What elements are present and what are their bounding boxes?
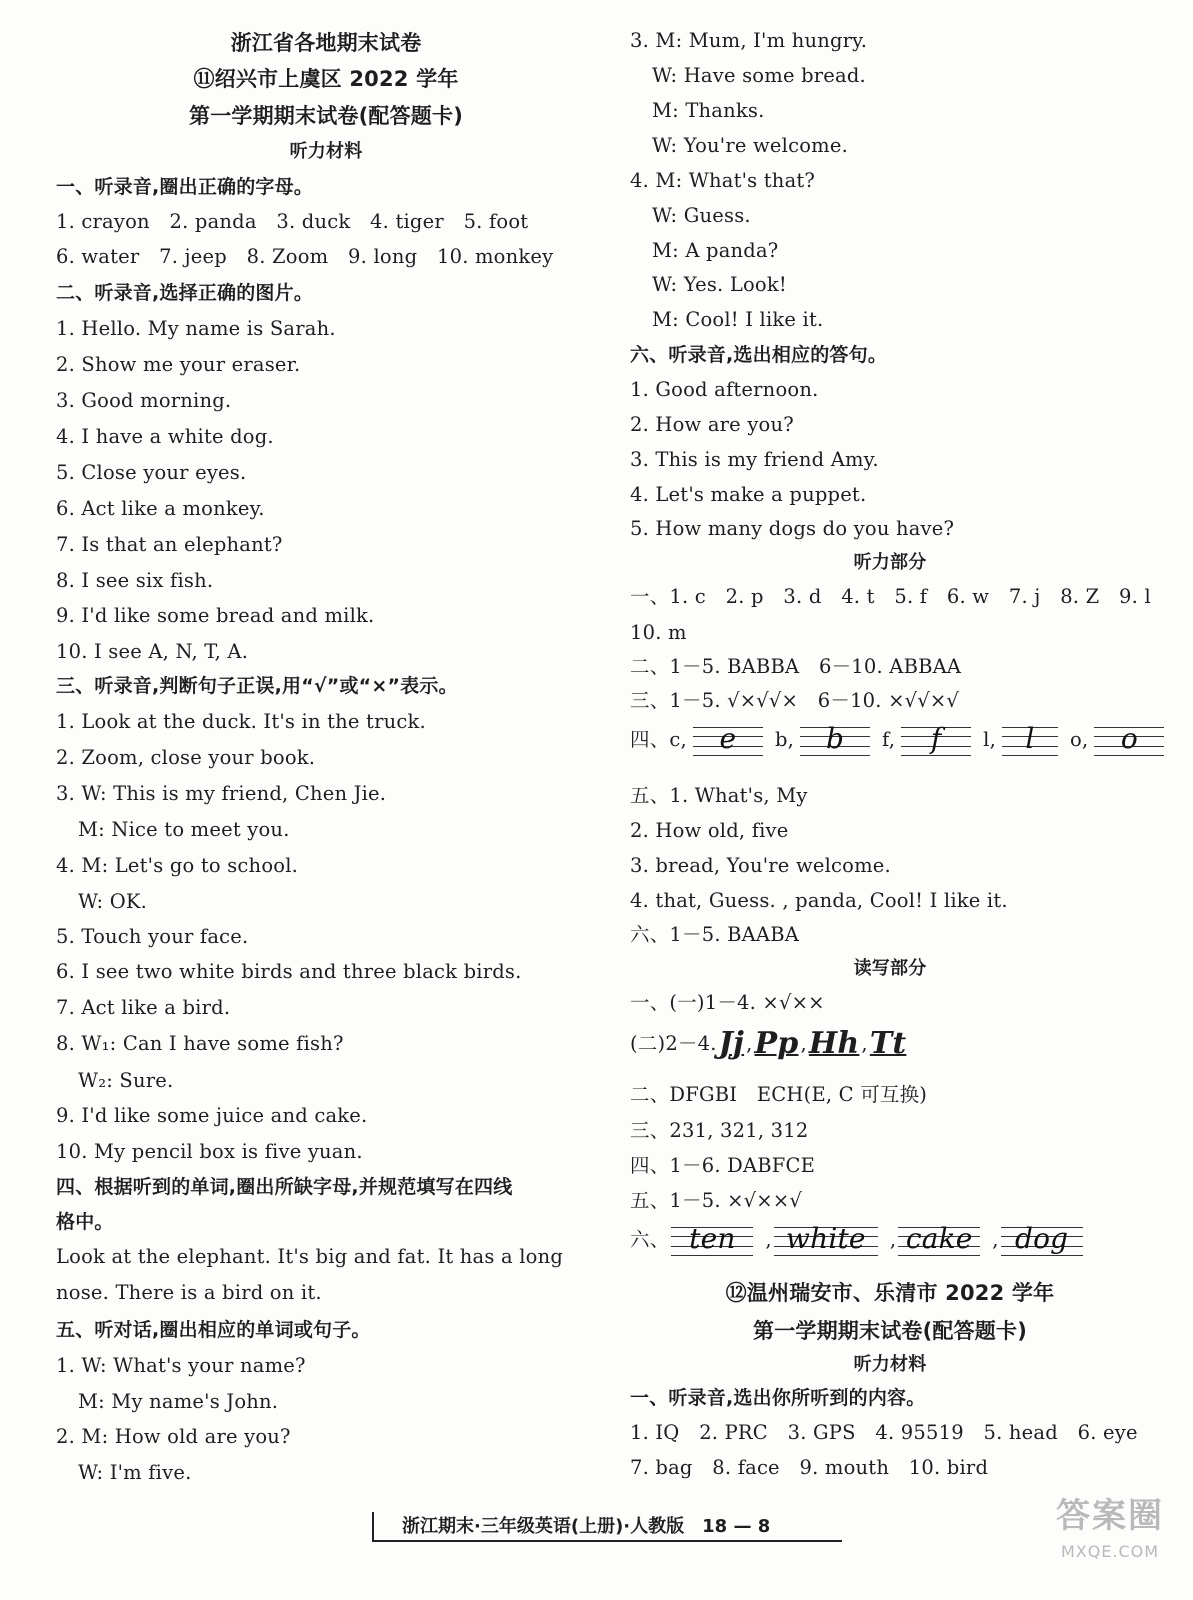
part3-heading: 三、听录音,判断句子正误,用“√”或“×”表示。: [56, 675, 458, 697]
list-item: 8. I see six fish.: [56, 569, 214, 592]
list-item: 2. Show me your eraser.: [56, 353, 301, 376]
exam-subtitle: 第一学期期末试卷(配答题卡): [189, 104, 463, 128]
part2-heading: 二、听录音,选择正确的图片。: [56, 282, 314, 304]
answer-line: 三、231, 321, 312: [630, 1119, 809, 1142]
next-part1-heading: 一、听录音,选出你所听到的内容。: [630, 1387, 926, 1409]
next-part1-row1: 1. IQ 2. PRC 3. GPS 4. 95519 5. head 6. eye: [630, 1421, 1138, 1444]
list-item: 9. I'd like some bread and milk.: [56, 604, 375, 627]
next-exam-title: ⑫温州瑞安市、乐清市 2022 学年: [725, 1281, 1055, 1305]
answer-line: 2. How old, five: [630, 819, 789, 842]
answer-line: 4. that, Guess. , panda, Cool! I like it.: [630, 889, 1008, 912]
list-item: 1. Look at the duck. It's in the truck.: [56, 710, 426, 733]
listening-material-label: 听力材料: [289, 141, 363, 162]
list-item: 6. Act like a monkey.: [56, 497, 265, 520]
handwritten-word: white: [785, 1222, 866, 1255]
handwritten-letter: o: [1120, 722, 1138, 755]
list-item: 4. Let's make a puppet.: [630, 483, 867, 506]
letter-label: b,: [774, 728, 795, 751]
list-item: 9. I'd like some juice and cake.: [56, 1104, 368, 1127]
list-item: 2. Zoom, close your book.: [56, 746, 316, 769]
handwritten-word: cake: [905, 1222, 973, 1255]
list-item: 4. I have a white dog.: [56, 425, 274, 448]
list-item: 4. M: What's that?: [630, 169, 816, 192]
list-item: 5. Touch your face.: [56, 925, 249, 948]
part4-heading-cont: 格中。: [56, 1211, 114, 1233]
watermark-logo: [1050, 1490, 1170, 1585]
list-item: 2. M: How old are you?: [56, 1425, 291, 1448]
four-line-grid: [901, 723, 971, 757]
list-item: W: You're welcome.: [652, 134, 848, 157]
four-line-grid: [671, 1223, 753, 1257]
next-exam-subtitle: 第一学期期末试卷(配答题卡): [753, 1319, 1027, 1343]
next-listening-material-label: 听力材料: [853, 1354, 927, 1375]
handwritten-word: dog: [1014, 1222, 1069, 1255]
list-item: 1. Hello. My name is Sarah.: [56, 317, 336, 340]
handwritten-letter-pair: Hh: [808, 1026, 860, 1061]
part1-row1: 1. crayon 2. panda 3. duck 4. tiger 5. foot: [56, 210, 529, 233]
four-line-grid: [898, 1223, 980, 1257]
four-line-grid: [800, 723, 870, 757]
answer-line: 二、DFGBI ECH(E, C 可互换): [630, 1083, 928, 1106]
part6-heading: 六、听录音,选出相应的答句。: [630, 344, 888, 366]
answer-line: 五、1. What's, My: [630, 784, 808, 807]
answer-line: 一、1. c 2. p 3. d 4. t 5. f 6. w 7. j 8. Z 9. l: [630, 585, 1151, 608]
answer-line: 一、(一)1－4. ×√××: [630, 991, 825, 1014]
list-item: 1. W: What's your name?: [56, 1354, 306, 1377]
list-item: 3. Good morning.: [56, 389, 232, 412]
answer-prefix: (二)2－4.: [630, 1032, 717, 1055]
answer-line: 三、1－5. √×√√× 6－10. ×√√×√: [630, 689, 960, 712]
part5-heading: 五、听对话,圈出相应的单词或句子。: [56, 1319, 371, 1341]
answer-line: 五、1－5. ×√××√: [630, 1189, 802, 1212]
reading-writing-answers-title: 读写部分: [853, 958, 927, 979]
answer-line: 六、1－5. BAABA: [630, 923, 800, 946]
list-item: 3. This is my friend Amy.: [630, 448, 879, 471]
handwritten-letter-pair: Tt: [869, 1026, 907, 1061]
handwritten-letter-pair: Jj: [718, 1026, 745, 1061]
list-item: 10. My pencil box is five yuan.: [56, 1140, 363, 1163]
list-item: 7. Act like a bird.: [56, 996, 231, 1019]
letter-label: f,: [882, 728, 896, 751]
list-item: 6. I see two white birds and three black birds.: [56, 960, 522, 983]
list-item: 3. W: This is my friend, Chen Jie.: [56, 782, 387, 805]
four-line-grid: [1094, 723, 1164, 757]
part4-heading: 四、根据听到的单词,圈出所缺字母,并规范填写在四线: [56, 1176, 513, 1198]
list-item: 7. Is that an elephant?: [56, 533, 283, 556]
list-item: 1. Good afternoon.: [630, 378, 819, 401]
four-line-grid: [693, 723, 763, 757]
list-item: W: Yes. Look!: [652, 273, 787, 296]
next-part1-row2: 7. bag 8. face 9. mouth 10. bird: [630, 1456, 989, 1479]
answer-line: 3. bread, You're welcome.: [630, 854, 891, 877]
list-item: 10. I see A, N, T, A.: [56, 640, 249, 663]
list-item: M: Thanks.: [652, 99, 765, 122]
four-line-answer-row: [630, 722, 1176, 758]
list-item: 5. Close your eyes.: [56, 461, 247, 484]
handwritten-letter: f: [930, 722, 942, 755]
part4-passage-cont: nose. There is a bird on it.: [56, 1281, 322, 1304]
handwritten-pairs-row: (二)2－4. Jj , Pp , Hh , Tt: [630, 1024, 908, 1064]
handwritten-word: ten: [689, 1222, 736, 1255]
four-line-grid: [774, 1223, 878, 1257]
answer-prefix: 四、: [630, 728, 670, 751]
handwritten-letter: b: [825, 722, 845, 755]
list-item: W: OK.: [78, 890, 148, 913]
page-footer: 浙江期末·三年级英语(上册)·人教版 18 — 8: [372, 1512, 842, 1542]
list-item: 3. M: Mum, I'm hungry.: [630, 29, 868, 52]
list-item: W: Guess.: [652, 204, 751, 227]
list-item: M: Nice to meet you.: [78, 818, 290, 841]
handwritten-letter-pair: Pp: [754, 1026, 799, 1061]
list-item: M: Cool! I like it.: [652, 308, 824, 331]
letter-label: o,: [1070, 728, 1089, 751]
answer-prefix: 六、: [630, 1228, 670, 1251]
answer-line: 四、1－6. DABFCE: [630, 1154, 816, 1177]
answer-line: 10. m: [630, 621, 687, 644]
four-line-words-row: 六、 ten , white , cake , dog: [630, 1222, 1095, 1258]
exam-title: ⑪绍兴市上虞区 2022 学年: [193, 67, 459, 91]
section-title: 浙江省各地期末试卷: [230, 31, 422, 55]
list-item: 2. How are you?: [630, 413, 794, 436]
list-item: M: My name's John.: [78, 1390, 279, 1413]
list-item: W: I'm five.: [78, 1461, 192, 1484]
list-item: W₂: Sure.: [78, 1069, 174, 1092]
watermark-text: 答案圈: [1056, 1496, 1164, 1536]
part1-heading: 一、听录音,圈出正确的字母。: [56, 176, 314, 198]
list-item: W: Have some bread.: [652, 64, 866, 87]
list-item: 5. How many dogs do you have?: [630, 517, 955, 540]
handwritten-letter: e: [719, 722, 737, 755]
watermark-url: MXQE.COM: [1060, 1542, 1160, 1561]
four-line-grid: [1002, 723, 1058, 757]
letter-label: l,: [983, 728, 996, 751]
list-item: 4. M: Let's go to school.: [56, 854, 299, 877]
answer-line: 二、1－5. BABBA 6－10. ABBAA: [630, 655, 962, 678]
four-line-grid: [1001, 1223, 1083, 1257]
list-item: 8. W₁: Can I have some fish?: [56, 1032, 344, 1055]
listening-answers-title: 听力部分: [853, 552, 927, 573]
part1-row2: 6. water 7. jeep 8. Zoom 9. long 10. monkey: [56, 245, 554, 268]
letter-label: c,: [669, 728, 687, 751]
list-item: M: A panda?: [652, 239, 779, 262]
part4-passage: Look at the elephant. It's big and fat. It has a long: [56, 1245, 564, 1268]
handwritten-letter: l: [1025, 722, 1035, 755]
